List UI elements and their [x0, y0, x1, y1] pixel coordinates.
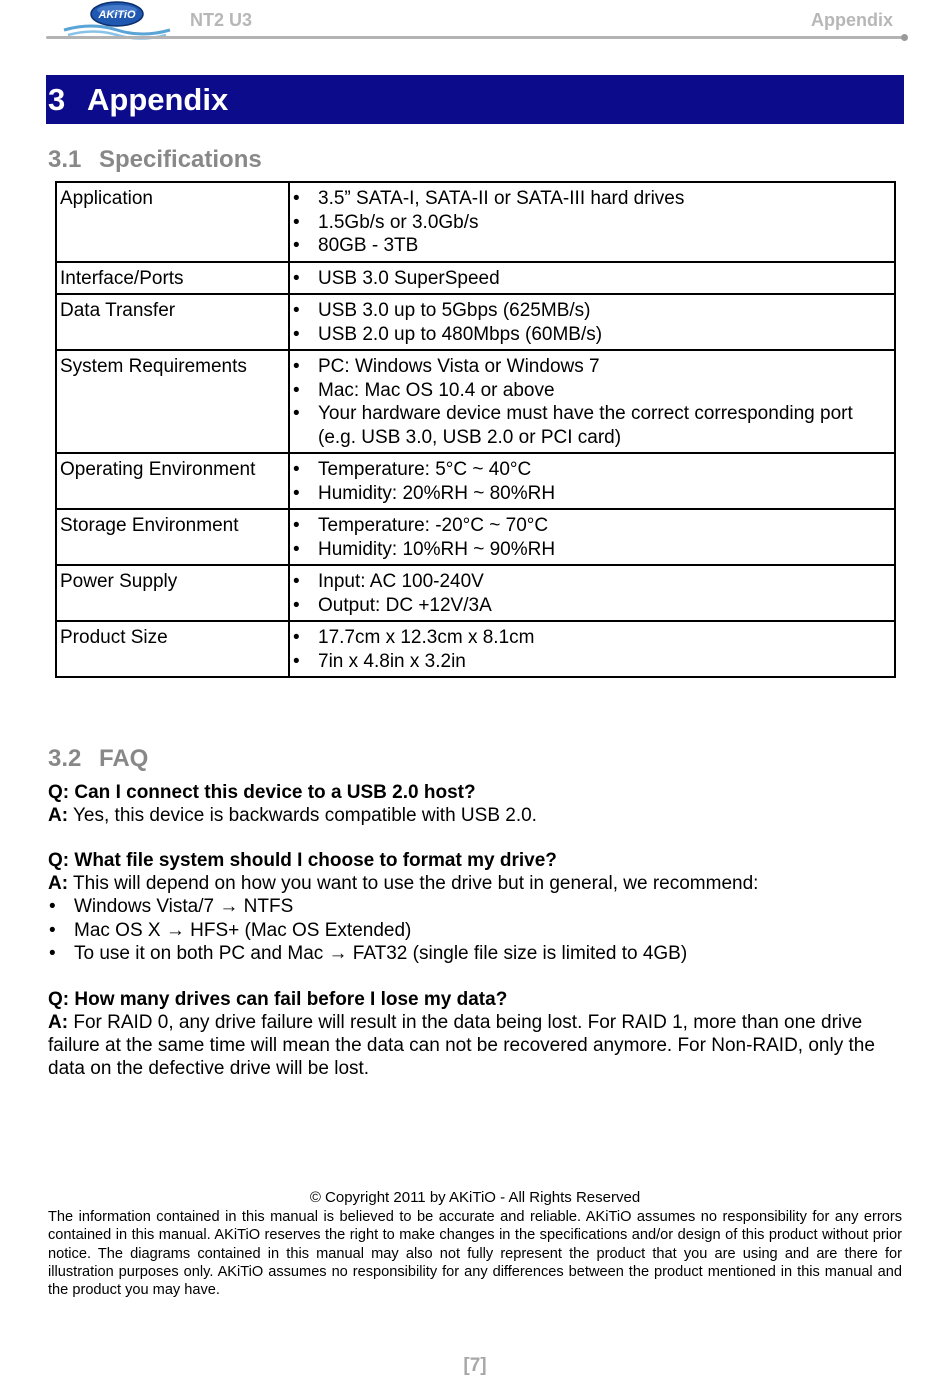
- spec-value-item: • 7in x 4.8in x 3.2in: [292, 650, 884, 674]
- spec-label: Storage Environment: [56, 509, 289, 565]
- spec-value-item: • Mac: Mac OS 10.4 or above: [292, 379, 884, 403]
- spec-row: [56, 621, 895, 677]
- answer-bullet-list: [48, 895, 908, 966]
- copyright-notice: © Copyright 2011 by AKiTiO - All Rights Reserved: [309, 1189, 641, 1206]
- spec-value-item: • 80GB - 3TB: [292, 234, 884, 258]
- spec-row: [56, 565, 895, 621]
- chapter-number: 3: [48, 82, 66, 117]
- specifications-table: [55, 181, 896, 678]
- spec-value-item: • 17.7cm x 12.3cm x 8.1cm: [292, 626, 884, 650]
- spec-label: Data Transfer: [56, 294, 289, 350]
- answer-text: This will depend on how you want to use the drive but in general, we recommend:: [73, 873, 759, 894]
- spec-value-item: • Output: DC +12V/3A: [292, 594, 884, 618]
- answer-bullet: • Mac OS X → HFS+ (Mac OS Extended): [48, 919, 908, 943]
- spec-value-item: • 1.5Gb/s or 3.0Gb/s: [292, 211, 884, 235]
- answer-text: Yes, this device is backwards compatible with USB 2.0.: [73, 805, 537, 826]
- akitio-logo: [62, 0, 172, 40]
- faq-question: [48, 849, 908, 872]
- spec-value-item: • Temperature: -20°C ~ 70°C: [292, 514, 884, 538]
- faq-question: [48, 781, 908, 804]
- spec-values: [289, 294, 895, 350]
- faq-answer: [48, 1011, 908, 1080]
- chapter-heading: [46, 75, 904, 124]
- spec-row: [56, 262, 895, 295]
- spec-value-item: • USB 3.0 SuperSpeed: [292, 267, 884, 291]
- spec-row: [56, 350, 895, 453]
- spec-label: Power Supply: [56, 565, 289, 621]
- header-product-name: NT2 U3: [190, 10, 253, 30]
- chapter-title: Appendix: [87, 82, 229, 117]
- spec-label: System Requirements: [56, 350, 289, 453]
- spec-row: [56, 182, 895, 262]
- section-number: 3.2: [48, 745, 82, 772]
- answer-prefix: A:: [48, 805, 69, 826]
- spec-row: [56, 294, 895, 350]
- answer-prefix: A:: [48, 873, 69, 894]
- spec-value-item: • USB 3.0 up to 5Gbps (625MB/s): [292, 299, 884, 323]
- spec-row: [56, 453, 895, 509]
- faq-heading: [48, 745, 149, 773]
- spec-label: Interface/Ports: [56, 262, 289, 295]
- spec-value-item: • PC: Windows Vista or Windows 7: [292, 355, 884, 379]
- question-text: What file system should I choose to format my drive?: [74, 850, 557, 871]
- spec-values: [289, 453, 895, 509]
- spec-value-item: • Temperature: 5°C ~ 40°C: [292, 458, 884, 482]
- spec-label: Operating Environment: [56, 453, 289, 509]
- faq-answer: [48, 872, 908, 895]
- faq-spacer: [48, 966, 908, 988]
- spec-values: [289, 565, 895, 621]
- page-number: [7]: [463, 1355, 487, 1376]
- disclaimer-text: The information contained in this manual is believed to be accurate and reliable. AKiTiO assumes no responsibility for any errors contained in this manual. AKiTiO reserves the right to make changes in the specifications and/or design of this product without prior notice. The diagrams contained in this manual may also not fully represent the product that you are using and are there for illustration purposes only. AKiTiO assumes no responsibility for any differences between the product mentioned in this manual and the product you may have.: [48, 1209, 902, 1299]
- header-section-name: Appendix: [810, 10, 893, 30]
- answer-bullet: • Windows Vista/7 → NTFS: [48, 895, 908, 919]
- spec-value-item: • Input: AC 100-240V: [292, 570, 884, 594]
- spec-value-item: • USB 2.0 up to 480Mbps (60MB/s): [292, 323, 884, 347]
- question-prefix: Q:: [48, 782, 70, 803]
- section-number: 3.1: [48, 146, 82, 173]
- logo-text: AKiTiO: [98, 9, 136, 21]
- header-divider: [46, 36, 904, 39]
- section-title: FAQ: [99, 745, 149, 772]
- spec-label: Application: [56, 182, 289, 262]
- question-text: Can I connect this device to a USB 2.0 host?: [74, 782, 476, 803]
- faq-list: [48, 781, 908, 1080]
- spec-row: [56, 509, 895, 565]
- specifications-heading: [48, 146, 262, 174]
- page-header: [0, 0, 950, 48]
- answer-prefix: A:: [48, 1011, 69, 1033]
- question-prefix: Q:: [48, 850, 70, 871]
- answer-text: For RAID 0, any drive failure will result in the data being lost. For RAID 1, more than one drive failure at the same time will mean the data can not be recovered anymore. For Non-RAID, only the data on the defective drive will be lost.: [48, 1011, 875, 1079]
- spec-values: [289, 182, 895, 262]
- section-title: Specifications: [99, 146, 262, 173]
- spec-values: [289, 262, 895, 295]
- question-prefix: Q:: [48, 988, 70, 1010]
- spec-value-item: • Humidity: 20%RH ~ 80%RH: [292, 482, 884, 506]
- faq-answer: [48, 804, 908, 827]
- answer-bullet: • To use it on both PC and Mac → FAT32 (single file size is limited to 4GB): [48, 942, 908, 966]
- spec-value-item: • 3.5” SATA-I, SATA-II or SATA-III hard drives: [292, 187, 884, 211]
- spec-value-item: • Your hardware device must have the correct corresponding port (e.g. USB 3.0, USB 2.0 or PCI card): [292, 402, 884, 449]
- question-text: How many drives can fail before I lose my data?: [74, 988, 508, 1010]
- spec-values: [289, 350, 895, 453]
- spec-values: [289, 621, 895, 677]
- spec-values: [289, 509, 895, 565]
- spec-value-item: • Humidity: 10%RH ~ 90%RH: [292, 538, 884, 562]
- spec-label: Product Size: [56, 621, 289, 677]
- faq-question: [48, 988, 908, 1011]
- faq-spacer: [48, 827, 908, 849]
